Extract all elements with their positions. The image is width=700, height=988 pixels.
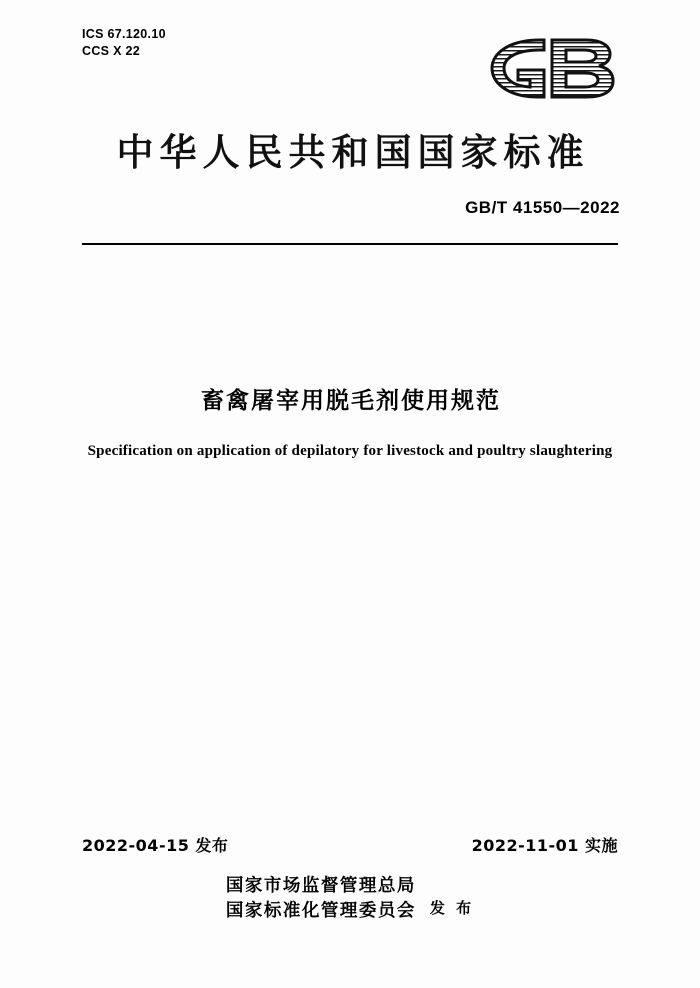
publisher-names xyxy=(226,874,416,924)
standard-number: GB/T 41550—2022 xyxy=(465,198,620,217)
date-row xyxy=(82,833,618,856)
classification-codes xyxy=(82,26,166,60)
page-title: 中华人民共和国国家标准 xyxy=(116,131,590,174)
issue-date: 2022-04-15 发布 xyxy=(82,836,229,855)
publisher-line-2: 国家标准化管理委员会 xyxy=(225,900,416,921)
publisher-block xyxy=(0,874,700,924)
ics-code: ICS 67.120.10 xyxy=(82,27,166,41)
subject-title-en: Specification on application of depilatory for livestock and poultry slaughtering xyxy=(87,443,613,459)
divider xyxy=(82,243,618,245)
subject-title-cn: 畜禽屠宰用脱毛剂使用规范 xyxy=(201,388,501,414)
publisher-issue-label: 发 布 xyxy=(429,899,475,918)
gb-emblem-icon xyxy=(478,30,624,106)
publisher-line-1: 国家市场监督管理总局 xyxy=(225,876,416,896)
implement-date: 2022-11-01 实施 xyxy=(471,836,618,855)
ccs-code: CCS X 22 xyxy=(82,43,140,58)
